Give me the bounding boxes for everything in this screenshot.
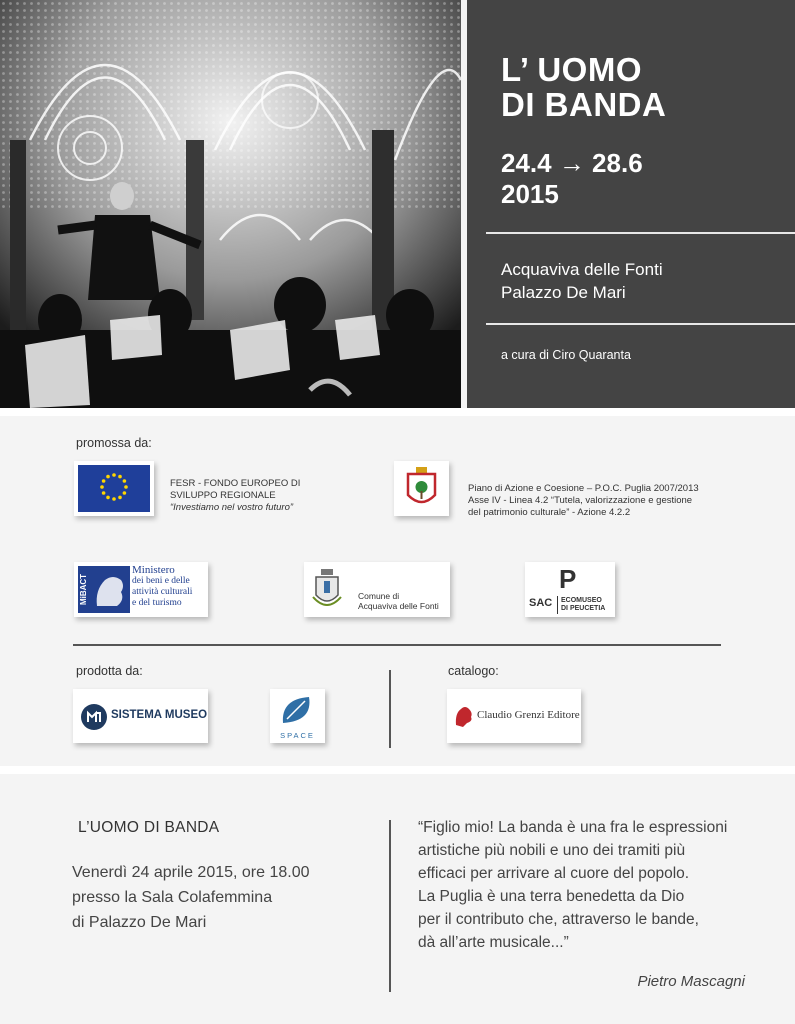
dates-line-1: 24.4 → 28.6 [501, 148, 643, 178]
regional-coat-of-arms-icon [394, 461, 449, 516]
comune-line-2: Acquaviva delle Fonti [358, 601, 439, 611]
exhibition-dates [501, 148, 643, 210]
mibact-line-4: e del turismo [132, 598, 182, 608]
title-line-1: L’ UOMO [501, 51, 643, 88]
eu-flag-icon [74, 461, 154, 516]
poc-line-1: Piano di Azione e Coesione – P.O.C. Puglia 2007/2013 [468, 483, 699, 494]
event-line-2: presso la Sala Colafemmina [72, 889, 273, 906]
curator: a cura di Ciro Quaranta [501, 348, 631, 362]
sistema-museo-logo [73, 689, 208, 743]
promoted-label: promossa da: [76, 436, 152, 450]
sac-p-icon: P [559, 564, 577, 594]
hero-photograph [0, 0, 461, 408]
venue-city: Acquaviva delle Fonti [501, 260, 663, 279]
sistema-museo-icon [81, 704, 107, 730]
event-quote-divider [389, 820, 391, 992]
venue-palace: Palazzo De Mari [501, 283, 626, 302]
exhibition-title [501, 52, 666, 122]
catalog-label: catalogo: [448, 664, 499, 678]
event-line-3: di Palazzo De Mari [72, 914, 207, 931]
sistema-museo-name: SISTEMA MUSEO [111, 709, 208, 721]
produced-catalog-divider [389, 670, 391, 748]
hero-info-panel [467, 0, 795, 408]
mibact-acronym: MiBACT [79, 573, 89, 606]
divider [486, 232, 795, 234]
space-name: SPACE [280, 731, 315, 740]
grenzi-lion-icon [453, 703, 475, 729]
quote-line-4: La Puglia è una terra benedetta da Dio [418, 888, 685, 905]
venue [501, 258, 663, 304]
poc-text [468, 483, 699, 519]
section-separator [0, 766, 795, 774]
sac-word: SAC [529, 597, 553, 609]
title-line-2: DI BANDA [501, 86, 667, 123]
divider [486, 323, 795, 325]
quote-line-1: “Figlio mio! La banda è una fra le espressioni [418, 819, 728, 836]
partners-divider [73, 644, 721, 646]
poc-line-3: del patrimonio culturale” - Azione 4.2.2 [468, 507, 631, 518]
fesr-line-1: FESR - FONDO EUROPEO DI [170, 478, 301, 489]
space-leaf-icon [279, 693, 315, 727]
dates-line-2: 2015 [501, 179, 559, 209]
quote-line-6: dà all’arte musicale...” [418, 934, 569, 951]
sac-line-2: DI PEUCETIA [561, 605, 606, 612]
fesr-line-2: SVILUPPO REGIONALE [170, 490, 276, 501]
event-title: L’UOMO DI BANDA [78, 819, 220, 836]
section-separator [0, 408, 795, 416]
mibact-line-1: Ministero [132, 564, 175, 576]
quote-line-3: efficaci per arrivare al cuore del popolo. [418, 865, 690, 882]
mibact-emblem-icon [78, 566, 130, 613]
quote-line-5: per il contributo che, attraverso le bande, [418, 911, 699, 928]
eu-flag-logo [74, 461, 154, 516]
event-line-1: Venerdì 24 aprile 2015, ore 18.00 [72, 864, 310, 881]
municipal-crest-icon [310, 567, 344, 613]
mascagni-quote [418, 816, 727, 954]
grenzi-editore-logo [447, 689, 581, 743]
publisher-name: Claudio Grenzi Editore [477, 709, 580, 721]
space-logo [270, 689, 325, 743]
mibact-line-2: dei beni e delle [132, 576, 190, 586]
sac-ecomuseo-logo [525, 562, 615, 617]
mibact-logo [74, 562, 208, 617]
poc-line-2: Asse IV - Linea 4.2 “Tutela, valorizzazione e gestione [468, 495, 693, 506]
fesr-text [170, 478, 300, 514]
event-details [72, 860, 310, 935]
fesr-motto: “Investiamo nel vostro futuro” [170, 502, 294, 513]
quote-line-2: artistiche più nobili e uno dei tramiti più [418, 842, 686, 859]
comune-line-1: Comune di [358, 591, 400, 601]
quote-author: Pietro Mascagni [637, 973, 745, 990]
comune-logo [304, 562, 450, 617]
mibact-line-3: attività culturali [132, 587, 193, 597]
sac-line-1: ECOMUSEO [561, 597, 602, 604]
produced-label: prodotta da: [76, 664, 143, 678]
regione-puglia-logo [394, 461, 449, 516]
